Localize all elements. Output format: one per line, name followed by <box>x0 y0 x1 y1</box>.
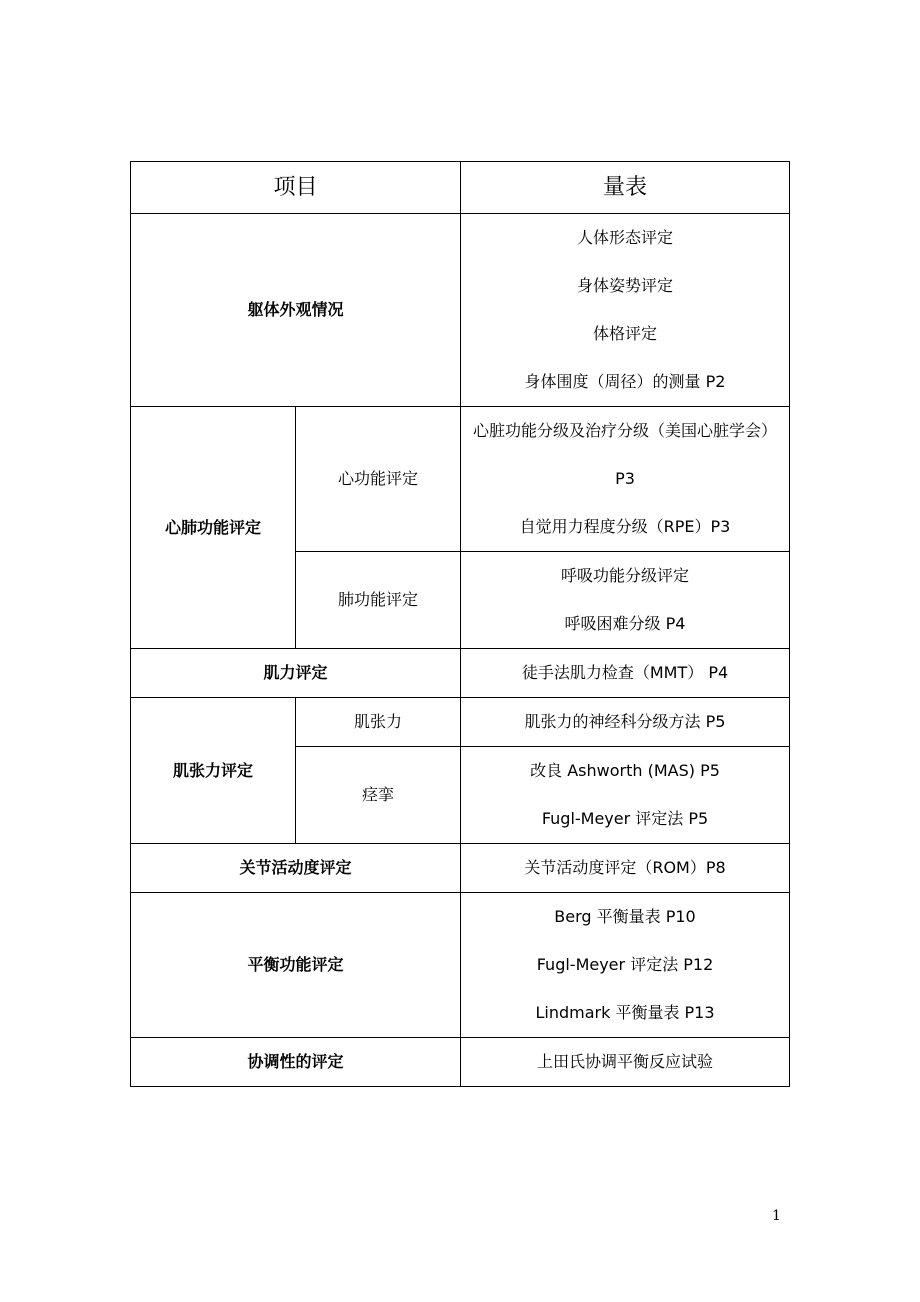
scale-item: 呼吸困难分级 P4 <box>564 614 686 633</box>
scale-item: Fugl-Meyer 评定法 P12 <box>536 955 714 974</box>
scale-item: 呼吸功能分级评定 <box>561 566 690 585</box>
table-row <box>131 407 790 552</box>
page-number: 1 <box>772 1208 781 1224</box>
category-joint-rom: 关节活动度评定 <box>131 844 461 893</box>
scale-item: 肌张力的神经科分级方法 P5 <box>524 712 726 731</box>
table-row <box>131 214 790 407</box>
scale-item: 自觉用力程度分级（RPE）P3 <box>519 517 731 536</box>
scale-item: 关节活动度评定（ROM）P8 <box>524 858 726 877</box>
scales-spasticity <box>461 747 790 844</box>
subcategory-pulmonary: 肺功能评定 <box>296 552 461 649</box>
table-row <box>131 698 790 747</box>
category-cardiopulmonary: 心肺功能评定 <box>131 407 296 649</box>
scales-muscle-strength <box>461 649 790 698</box>
scales-body-appearance <box>461 214 790 407</box>
category-body-appearance: 躯体外观情况 <box>131 214 461 407</box>
scale-item: 心脏功能分级及治疗分级（美国心脏学会） <box>473 421 778 440</box>
scale-item: 改良 Ashworth (MAS) P5 <box>530 761 720 780</box>
header-item: 项目 <box>131 162 461 214</box>
scale-item: Berg 平衡量表 P10 <box>554 907 696 926</box>
table-row <box>131 1038 790 1087</box>
category-balance: 平衡功能评定 <box>131 893 461 1038</box>
category-muscle-strength: 肌力评定 <box>131 649 461 698</box>
table-header-row <box>131 162 790 214</box>
scales-coordination <box>461 1038 790 1087</box>
table-row <box>131 893 790 1038</box>
scale-item: 身体围度（周径）的测量 P2 <box>524 372 726 391</box>
category-coordination: 协调性的评定 <box>131 1038 461 1087</box>
scales-cardiac <box>461 407 790 552</box>
scale-item: 人体形态评定 <box>577 228 674 247</box>
scale-item: 身体姿势评定 <box>577 276 674 295</box>
scales-pulmonary <box>461 552 790 649</box>
table-row <box>131 649 790 698</box>
assessment-table <box>130 161 790 1087</box>
subcategory-spasticity: 痉挛 <box>296 747 461 844</box>
scale-item: 上田氏协调平衡反应试验 <box>537 1052 714 1071</box>
subcategory-tone: 肌张力 <box>296 698 461 747</box>
header-scale: 量表 <box>461 162 790 214</box>
scales-balance <box>461 893 790 1038</box>
scales-joint-rom <box>461 844 790 893</box>
subcategory-cardiac: 心功能评定 <box>296 407 461 552</box>
scale-item: Fugl-Meyer 评定法 P5 <box>541 809 709 828</box>
scale-item: Lindmark 平衡量表 P13 <box>535 1003 715 1022</box>
table-row <box>131 844 790 893</box>
scales-tone <box>461 698 790 747</box>
category-muscle-tone: 肌张力评定 <box>131 698 296 844</box>
scale-item: P3 <box>615 469 635 488</box>
scale-item: 徒手法肌力检查（MMT） P4 <box>521 663 729 682</box>
scale-item: 体格评定 <box>593 324 658 343</box>
